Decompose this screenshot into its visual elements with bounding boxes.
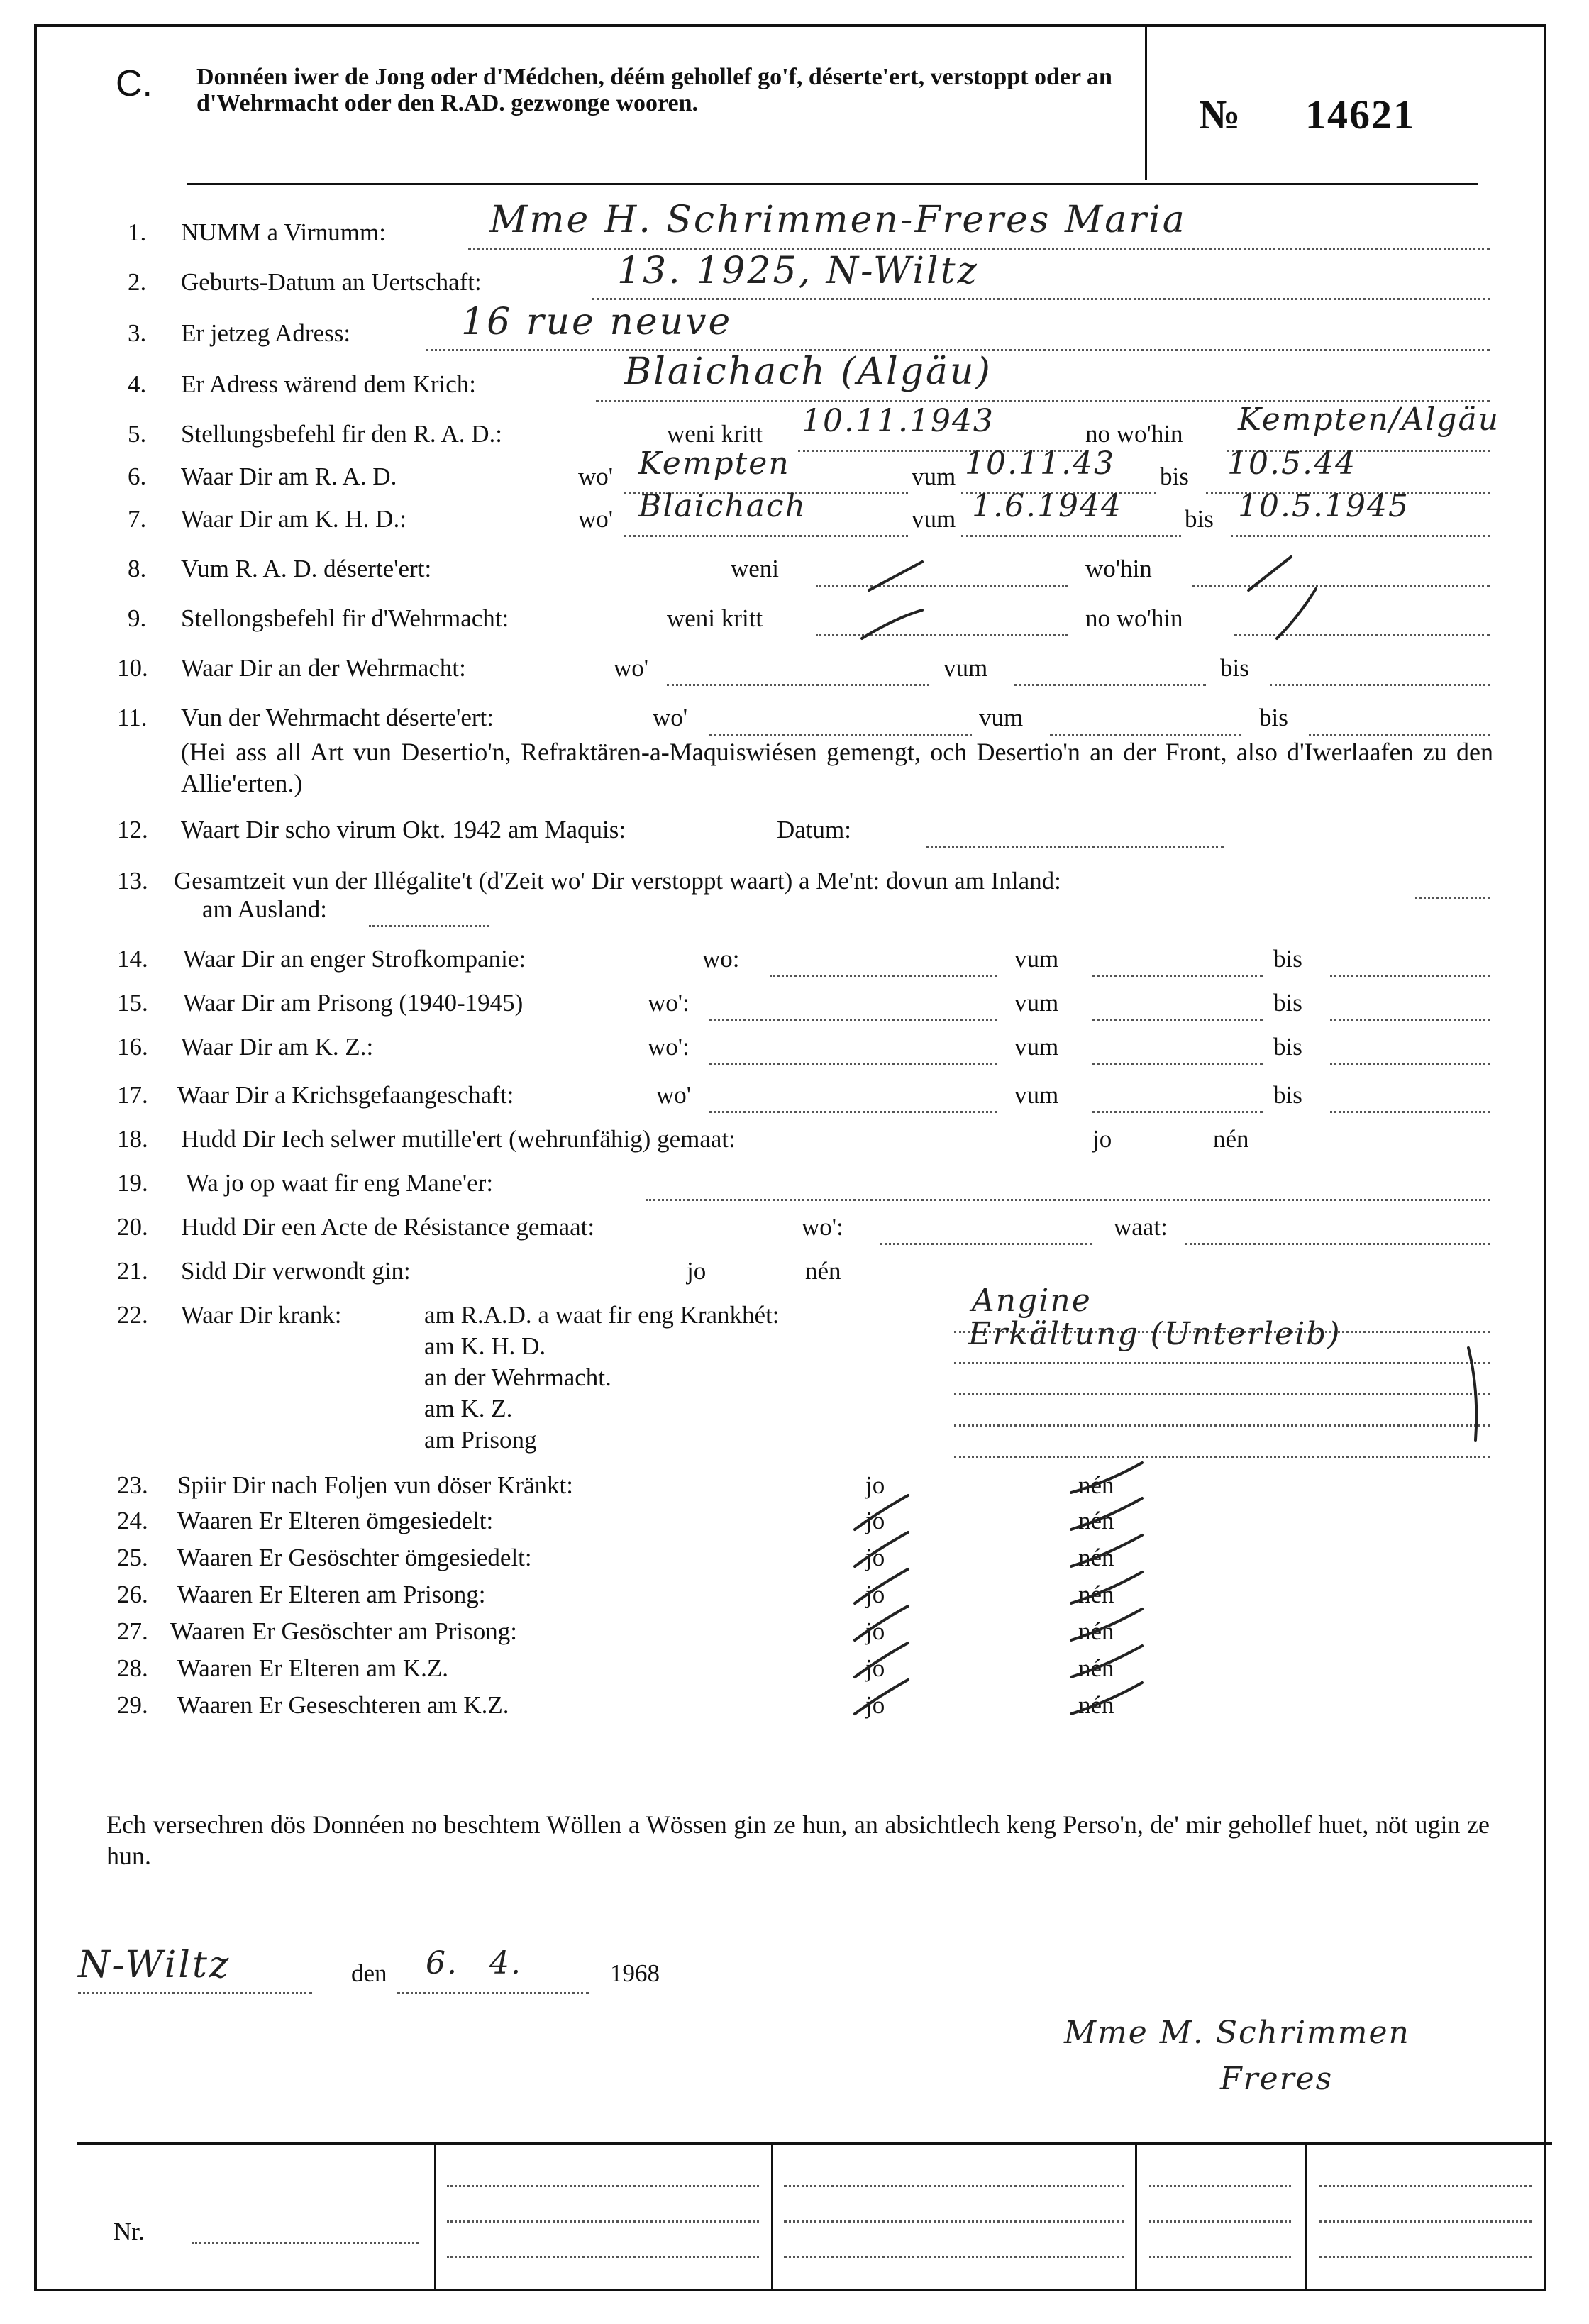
item-label: NUMM a Virnumm: xyxy=(181,218,386,246)
item-number: 14. xyxy=(117,945,148,973)
option-yes: jo xyxy=(865,1581,885,1608)
field-label: vum xyxy=(1014,989,1059,1017)
item-label: Vun der Wehrmacht déserte'ert: xyxy=(181,704,494,731)
item-number: 1. xyxy=(128,218,147,246)
field-label: wo' xyxy=(578,463,614,490)
item-number: 23. xyxy=(117,1471,148,1499)
strike-mark xyxy=(1071,1572,1142,1603)
strike-mark xyxy=(1071,1609,1142,1640)
strike-mark xyxy=(1071,1463,1142,1493)
footer-nr-label: Nr. xyxy=(114,2218,145,2245)
sub-label: am K. H. D. xyxy=(424,1332,546,1360)
field-label: wo': xyxy=(648,989,690,1017)
item-number: 13. xyxy=(117,867,148,895)
sub-label: an der Wehrmacht. xyxy=(424,1363,611,1391)
handwritten-date: 10.5.44 xyxy=(1227,446,1356,482)
handwritten-illness: Angine xyxy=(972,1283,1092,1319)
strike-mark xyxy=(1071,1498,1142,1529)
field-label: bis xyxy=(1273,1033,1302,1061)
item-label: Hudd Dir Iech selwer mutille'ert (wehrunfähig) gemaat: xyxy=(181,1125,736,1153)
item-number: 8. xyxy=(128,555,147,582)
field-label: no wo'hin xyxy=(1085,604,1183,632)
field-label: am Ausland: xyxy=(202,895,327,923)
field-label: vum xyxy=(1014,945,1059,973)
handwritten-address: 16 rue neuve xyxy=(461,301,733,343)
document-number: 14621 xyxy=(1305,92,1415,138)
item-label: Waart Dir scho virum Okt. 1942 am Maquis: xyxy=(181,816,626,843)
field-label: wo' xyxy=(614,654,649,682)
item-label: Waar Dir a Krichsgefaangeschaft: xyxy=(177,1081,514,1109)
field-label: wo' xyxy=(656,1081,692,1109)
answer-line xyxy=(78,1992,312,1994)
item-number: 15. xyxy=(117,989,148,1017)
footer-divider xyxy=(1305,2142,1307,2291)
option-no: nén xyxy=(1078,1471,1114,1499)
option-yes: jo xyxy=(865,1544,885,1571)
field-label: vum xyxy=(912,505,956,533)
signature-line1: Mme M. Schrimmen xyxy=(1064,2015,1410,2051)
item-label: Waar Dir am K. H. D.: xyxy=(181,505,406,533)
handwritten-place: Kempten xyxy=(638,446,790,482)
handwritten-date: 10.11.43 xyxy=(965,446,1115,482)
field-label: no wo'hin xyxy=(1085,420,1183,448)
handwritten-place: N-Wiltz xyxy=(78,1944,231,1986)
item-label: Vum R. A. D. déserte'ert: xyxy=(181,555,432,582)
field-label: vum xyxy=(1014,1033,1059,1061)
answer-line xyxy=(784,2220,1124,2223)
item-label: Waaren Er Elteren am K.Z. xyxy=(177,1654,448,1682)
handwritten-date: 1.6.1944 xyxy=(972,488,1122,524)
option-no: nén xyxy=(1078,1581,1114,1608)
handwritten-date: 10.11.1943 xyxy=(802,403,995,439)
option-no: nén xyxy=(1213,1125,1249,1153)
item-label: Waaren Er Elteren am Prisong: xyxy=(177,1581,486,1608)
item-label: Er Adress wärend dem Krich: xyxy=(181,370,476,398)
item-number: 11. xyxy=(117,704,148,731)
option-yes: jo xyxy=(687,1257,707,1285)
answer-line xyxy=(1149,2256,1291,2258)
item-number: 16. xyxy=(117,1033,148,1061)
field-label: bis xyxy=(1273,1081,1302,1109)
header-title: Donnéen iwer de Jong oder d'Médchen, déém gehollef go'f, déserte'ert, verstoppt oder an d'Wehrmacht oder den R.AD. gezwonge wooren. xyxy=(196,64,1112,116)
strike-mark xyxy=(855,1569,908,1603)
item-number: 3. xyxy=(128,319,147,347)
field-label: bis xyxy=(1273,945,1302,973)
sub-label: am K. Z. xyxy=(424,1395,513,1422)
section-letter: C. xyxy=(116,63,153,104)
answer-line xyxy=(397,1992,589,1994)
option-no: nén xyxy=(1078,1617,1114,1645)
field-label: vum xyxy=(912,463,956,490)
item-number: 21. xyxy=(117,1257,148,1285)
option-yes: jo xyxy=(1092,1125,1112,1153)
item-label: Waar Dir am K. Z.: xyxy=(181,1033,374,1061)
option-yes: jo xyxy=(865,1691,885,1719)
slash-mark xyxy=(1277,589,1316,638)
strike-mark xyxy=(1071,1646,1142,1677)
slash-mark xyxy=(869,562,922,590)
item-label: Hudd Dir een Acte de Résistance gemaat: xyxy=(181,1213,595,1241)
item-number: 29. xyxy=(117,1691,148,1719)
field-label: wo' xyxy=(578,505,614,533)
field-label: weni kritt xyxy=(667,604,763,632)
item-label: Waaren Er Geseschteren am K.Z. xyxy=(177,1691,509,1719)
footer-divider xyxy=(1135,2142,1137,2291)
item-label: Gesamtzeit vun der Illégalite't (d'Zeit wo' Dir verstoppt waart) a Me'nt: dovun am Inland: xyxy=(174,867,1061,895)
answer-line xyxy=(1319,2185,1532,2187)
item-label: Geburts-Datum an Uertschaft: xyxy=(181,268,482,296)
handwritten-place: Blaichach xyxy=(638,488,807,524)
option-yes: jo xyxy=(865,1654,885,1682)
item-label: Waar Dir am Prisong (1940-1945) xyxy=(183,989,524,1017)
item-number: 20. xyxy=(117,1213,148,1241)
date-year: 1968 xyxy=(610,1959,660,1987)
declaration-text: Ech versechren dös Donnéen no beschtem Wöllen a Wössen gin ze hun, an absichtlech keng Perso'n, de' mir gehollef huet, nöt ugin ze hun. xyxy=(106,1810,1490,1870)
handwritten-date: 10.5.1945 xyxy=(1238,488,1410,524)
item-number: 4. xyxy=(128,370,147,398)
field-label: weni kritt xyxy=(667,420,763,448)
sub-label: am Prisong xyxy=(424,1426,537,1454)
option-yes: jo xyxy=(865,1507,885,1534)
answer-line xyxy=(1319,2256,1532,2258)
item-number: 26. xyxy=(117,1581,148,1608)
strike-mark xyxy=(1071,1683,1142,1714)
item-number: 12. xyxy=(117,816,148,843)
slash-mark xyxy=(862,610,922,638)
item-number: 17. xyxy=(117,1081,148,1109)
item-number: 9. xyxy=(128,604,147,632)
item-label: Stellongsbefehl fir d'Wehrmacht: xyxy=(181,604,509,632)
item-number: 18. xyxy=(117,1125,148,1153)
item-label: Waar Dir an der Wehrmacht: xyxy=(181,654,466,682)
item-label: Waar Dir an enger Strofkompanie: xyxy=(183,945,526,973)
handwritten-birth: 13. 1925, N-Wiltz xyxy=(617,250,979,292)
option-no: nén xyxy=(1078,1507,1114,1534)
answer-line xyxy=(447,2220,759,2223)
field-label: Datum: xyxy=(777,816,851,843)
answer-line xyxy=(784,2185,1124,2187)
item-label: Er jetzeg Adress: xyxy=(181,319,351,347)
answer-line xyxy=(1149,2185,1291,2187)
field-label: waat: xyxy=(1114,1213,1168,1241)
item-number: 25. xyxy=(117,1544,148,1571)
sub-label: am R.A.D. a waat fir eng Krankhét: xyxy=(424,1301,780,1329)
field-label: vum xyxy=(1014,1081,1059,1109)
field-label: vum xyxy=(979,704,1024,731)
field-label: wo': xyxy=(648,1033,690,1061)
handwritten-name: Mme H. Schrimmen-Freres Maria xyxy=(489,199,1187,241)
option-no: nén xyxy=(1078,1691,1114,1719)
field-label: wo: xyxy=(702,945,740,973)
field-label: bis xyxy=(1220,654,1249,682)
item-label: Waaren Er Gesöschter ömgesiedelt: xyxy=(177,1544,532,1571)
strike-mark xyxy=(1071,1535,1142,1566)
handwritten-illness: Erkältung (Unterleib) xyxy=(968,1316,1341,1352)
answer-line xyxy=(447,2185,759,2187)
item-number: 19. xyxy=(117,1169,148,1197)
footer-rule xyxy=(77,2142,1552,2145)
field-label: wo'hin xyxy=(1085,555,1152,582)
field-label: bis xyxy=(1259,704,1288,731)
signature-line2: Freres xyxy=(1220,2061,1334,2097)
field-label: wo': xyxy=(802,1213,843,1241)
answer-line xyxy=(447,2256,759,2258)
number-label: № xyxy=(1199,92,1242,138)
option-no: nén xyxy=(1078,1654,1114,1682)
item-label: Spiir Dir nach Foljen vun döser Kränkt: xyxy=(177,1471,573,1499)
field-label: bis xyxy=(1273,989,1302,1017)
option-yes: jo xyxy=(865,1617,885,1645)
field-label: vum xyxy=(943,654,988,682)
strike-mark xyxy=(855,1532,908,1566)
option-yes: jo xyxy=(865,1471,885,1499)
handwritten-month: 4. xyxy=(489,1945,522,1981)
date-label: den xyxy=(351,1959,387,1987)
field-label: wo' xyxy=(653,704,688,731)
footer-divider xyxy=(434,2142,436,2291)
item-number: 7. xyxy=(128,505,147,533)
item-label: Waar Dir krank: xyxy=(181,1301,342,1329)
field-label: bis xyxy=(1160,463,1189,490)
answer-line xyxy=(784,2256,1124,2258)
strike-mark xyxy=(855,1643,908,1677)
item-number: 28. xyxy=(117,1654,148,1682)
item-number: 27. xyxy=(117,1617,148,1645)
item-label: Waar Dir am R. A. D. xyxy=(181,463,397,490)
item-number: 5. xyxy=(128,420,147,448)
strike-mark xyxy=(855,1680,908,1714)
item-label: Waaren Er Elteren ömgesiedelt: xyxy=(177,1507,494,1534)
item-label: Waaren Er Gesöschter am Prisong: xyxy=(170,1617,517,1645)
footer-divider xyxy=(771,2142,773,2291)
option-no: nén xyxy=(1078,1544,1114,1571)
item-number: 6. xyxy=(128,463,147,490)
answer-line xyxy=(192,2242,419,2244)
answer-line xyxy=(1149,2220,1291,2223)
handwritten-war-address: Blaichach (Algäu) xyxy=(624,350,992,393)
item-label: Sidd Dir verwondt gin: xyxy=(181,1257,411,1285)
item-number: 22. xyxy=(117,1301,148,1329)
strike-mark xyxy=(855,1495,908,1529)
slash-mark xyxy=(1248,557,1291,590)
handwritten-day: 6. xyxy=(426,1945,458,1981)
item-number: 10. xyxy=(117,654,148,682)
option-no: nén xyxy=(805,1257,841,1285)
handwritten-place: Kempten/Algäu xyxy=(1238,402,1500,438)
item-number: 24. xyxy=(117,1507,148,1534)
field-label: weni xyxy=(731,555,780,582)
bracket-mark xyxy=(1468,1348,1476,1440)
field-label: bis xyxy=(1185,505,1214,533)
strike-mark xyxy=(855,1606,908,1640)
item-label: Wa jo op waat fir eng Mane'er: xyxy=(186,1169,494,1197)
item-note: (Hei ass all Art vun Desertio'n, Refraktären-a-Maquiswiésen gemengt, och Desertio'n an der Front, also d'Iwerlaafen zu den Allie'erten.) xyxy=(181,738,1493,797)
answer-line xyxy=(1319,2220,1532,2223)
item-label: Stellungsbefehl fir den R. A. D.: xyxy=(181,420,503,448)
item-number: 2. xyxy=(128,268,147,296)
